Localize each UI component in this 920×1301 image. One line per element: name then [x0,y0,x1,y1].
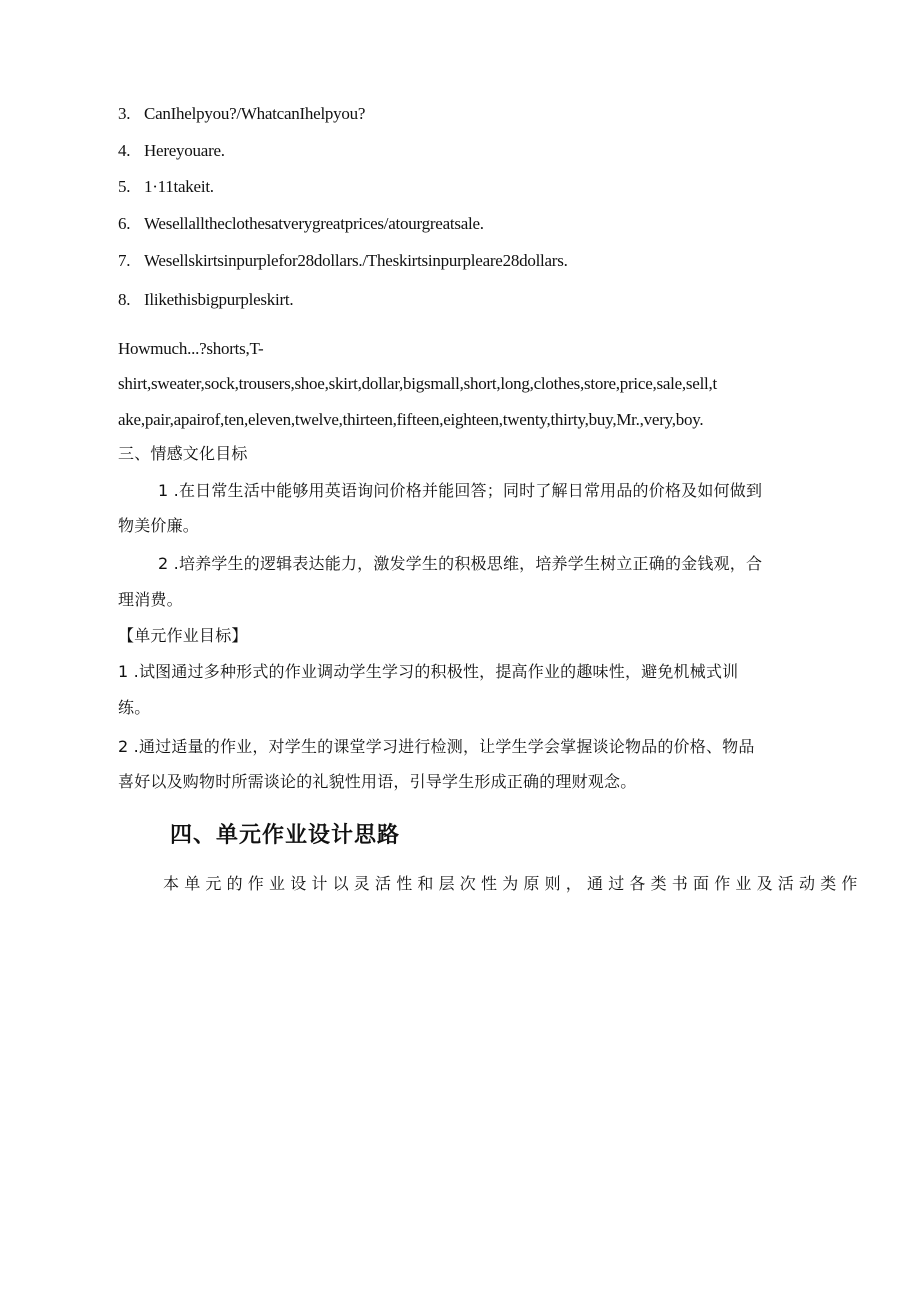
section-title: 【单元作业目标】 [118,626,248,645]
section-heading: 四、单元作业设计思路 [170,823,401,848]
paragraph-line: 2 .培养学生的逻辑表达能力，激发学生的积极思维，培养学生树立正确的金钱观，合 [158,554,763,573]
list-item [118,214,484,234]
list-text: Hereyouare. [144,141,225,160]
list-text: CanIhelpyou?/WhatcanIhelpyou? [144,104,366,123]
list-number: 8. [118,290,131,309]
list-item [118,177,214,197]
paragraph-line: 理消费。 [118,590,183,609]
paragraph-line: 喜好以及购物时所需谈论的礼貌性用语，引导学生形成正确的理财观念。 [118,772,637,791]
list-item [118,290,293,310]
list-text: 1·11takeit. [144,177,214,196]
vocab-line: Howmuch...?shorts,T- [118,339,264,358]
list-item [118,251,568,271]
list-text: Wesellalltheclothesatverygreatprices/atourgreatsale. [144,214,484,233]
paragraph-line: 练。 [118,698,151,717]
paragraph-line: 物美价廉。 [118,516,200,535]
section-title: 三、情感文化目标 [118,444,248,463]
list-text: Wesellskirtsinpurplefor28dollars./Theskirtsinpurpleare28dollars. [144,251,568,270]
vocab-line: shirt,sweater,sock,trousers,shoe,skirt,dollar,bigsmall,short,long,clothes,store,price,sale,sell,t [118,374,718,393]
list-number: 7. [118,251,131,270]
paragraph-line: 1 .试图通过多种形式的作业调动学生学习的积极性，提高作业的趣味性，避免机械式训 [118,662,739,681]
paragraph-line: 2 .通过适量的作业，对学生的课堂学习进行检测，让学生学会掌握谈论物品的价格、物品 [118,737,755,756]
list-number: 5. [118,177,131,196]
list-text: Ilikethisbigpurpleskirt. [144,290,294,309]
list-number: 3. [118,104,131,123]
list-item [118,104,365,124]
paragraph-line: 1 .在日常生活中能够用英语询问价格并能回答；同时了解日常用品的价格及如何做到 [158,481,763,500]
paragraph-line: 本单元的作业设计以灵活性和层次性为原则，通过各类书面作业及活动类作 [163,874,863,893]
list-number: 6. [118,214,131,233]
vocab-line: ake,pair,apairof,ten,eleven,twelve,thirteen,fifteen,eighteen,twenty,thirty,buy,Mr.,very,boy. [118,410,704,429]
list-item [118,141,225,161]
list-number: 4. [118,141,131,160]
